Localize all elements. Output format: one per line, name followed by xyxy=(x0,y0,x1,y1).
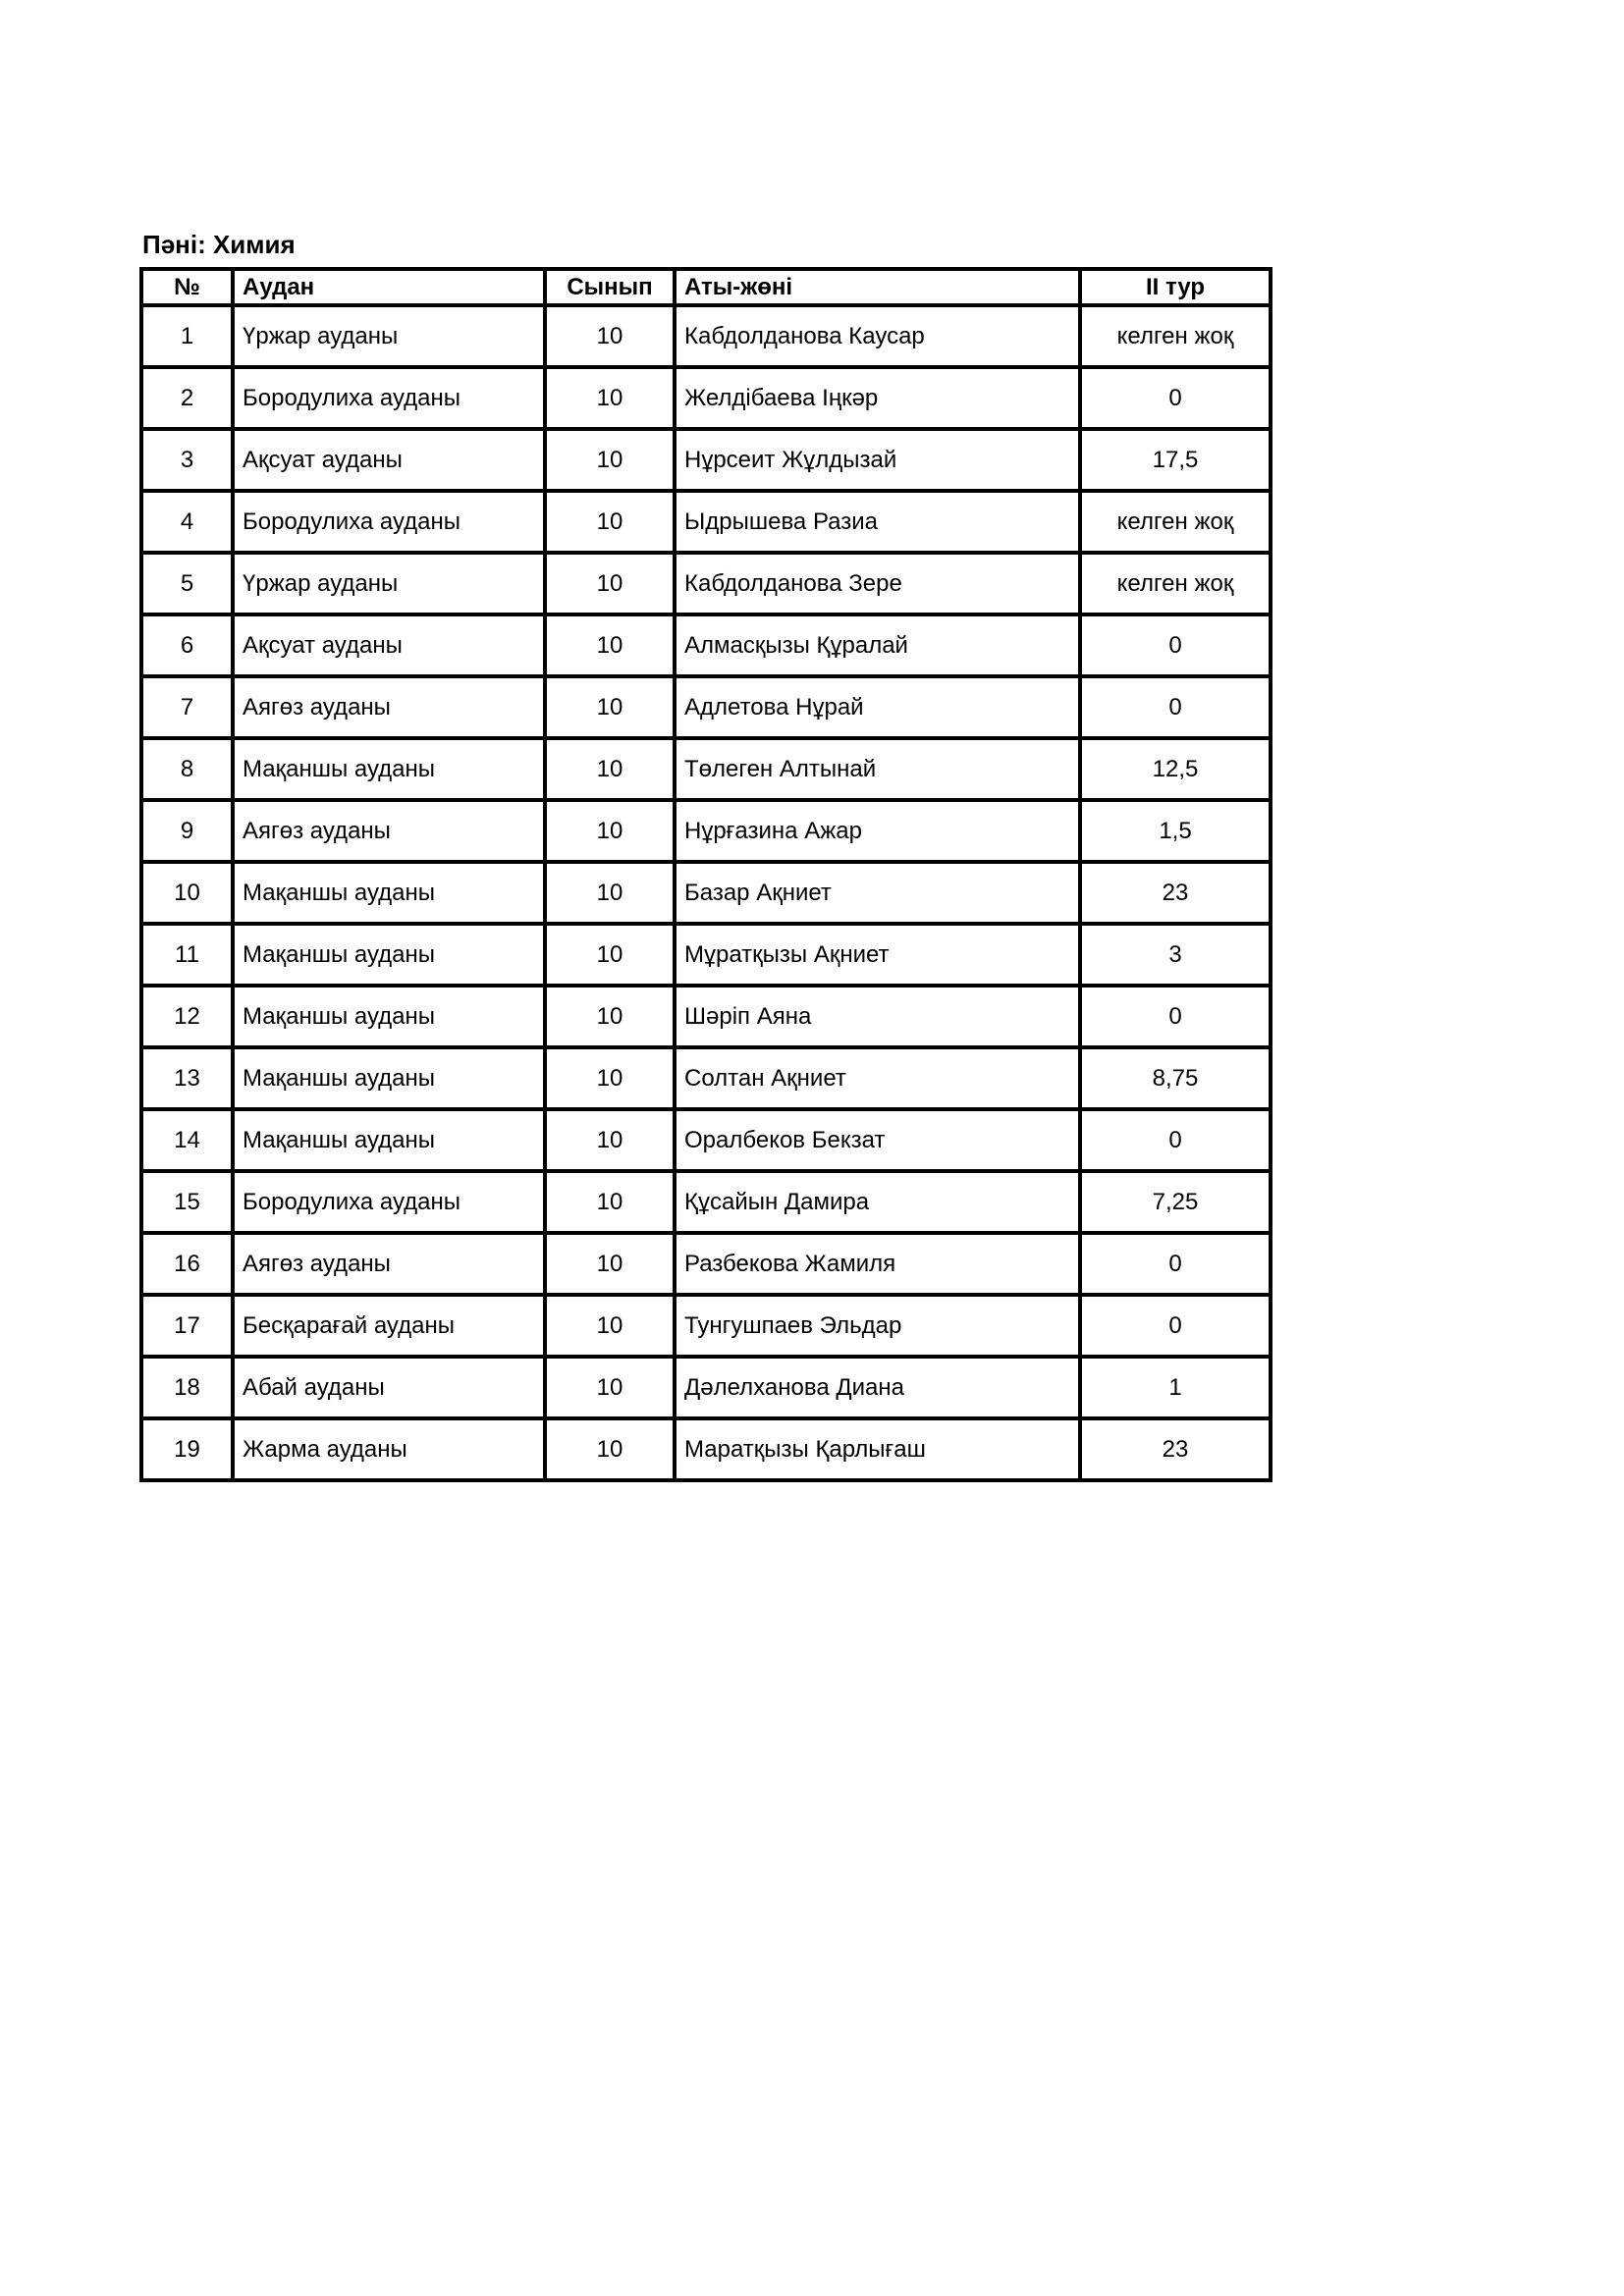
cell-name: Нұрсеит Жұлдызай xyxy=(675,429,1080,491)
cell-number: 13 xyxy=(141,1047,233,1109)
cell-district: Аягөз ауданы xyxy=(233,800,545,862)
cell-number: 19 xyxy=(141,1418,233,1480)
cell-class: 10 xyxy=(545,553,675,614)
cell-name: Төлеген Алтынай xyxy=(675,738,1080,800)
cell-class: 10 xyxy=(545,1418,675,1480)
table-row xyxy=(141,800,1271,862)
header-name: Аты-жөні xyxy=(675,269,1080,305)
table-row xyxy=(141,862,1271,924)
table-row xyxy=(141,429,1271,491)
cell-score: 0 xyxy=(1080,986,1271,1047)
table-row xyxy=(141,676,1271,738)
cell-district: Үржар ауданы xyxy=(233,305,545,367)
cell-district: Мақаншы ауданы xyxy=(233,1109,545,1171)
cell-score: 0 xyxy=(1080,1109,1271,1171)
table-row xyxy=(141,1233,1271,1295)
cell-score: келген жоқ xyxy=(1080,553,1271,614)
table-row xyxy=(141,1109,1271,1171)
cell-score: келген жоқ xyxy=(1080,491,1271,553)
cell-class: 10 xyxy=(545,1047,675,1109)
cell-class: 10 xyxy=(545,1171,675,1233)
subject-line: Пәні: Химия xyxy=(142,230,296,259)
cell-district: Мақаншы ауданы xyxy=(233,924,545,986)
cell-district: Бородулиха ауданы xyxy=(233,1171,545,1233)
cell-name: Солтан Ақниет xyxy=(675,1047,1080,1109)
cell-score: 0 xyxy=(1080,367,1271,429)
header-class: Сынып xyxy=(545,269,675,305)
cell-name: Желдібаева Іңкәр xyxy=(675,367,1080,429)
cell-number: 9 xyxy=(141,800,233,862)
cell-score: 3 xyxy=(1080,924,1271,986)
cell-class: 10 xyxy=(545,491,675,553)
table-row xyxy=(141,1357,1271,1418)
cell-number: 18 xyxy=(141,1357,233,1418)
table-row xyxy=(141,986,1271,1047)
cell-district: Бородулиха ауданы xyxy=(233,491,545,553)
cell-name: Алмасқызы Құралай xyxy=(675,614,1080,676)
cell-class: 10 xyxy=(545,924,675,986)
cell-class: 10 xyxy=(545,800,675,862)
cell-name: Тунгушпаев Эльдар xyxy=(675,1295,1080,1357)
cell-district: Жарма ауданы xyxy=(233,1418,545,1480)
cell-name: Шәріп Аяна xyxy=(675,986,1080,1047)
cell-district: Бородулиха ауданы xyxy=(233,367,545,429)
cell-class: 10 xyxy=(545,1295,675,1357)
cell-district: Абай ауданы xyxy=(233,1357,545,1418)
cell-class: 10 xyxy=(545,614,675,676)
table-row xyxy=(141,738,1271,800)
cell-class: 10 xyxy=(545,738,675,800)
cell-score: 23 xyxy=(1080,1418,1271,1480)
table-row xyxy=(141,614,1271,676)
cell-score: 17,5 xyxy=(1080,429,1271,491)
cell-score: 7,25 xyxy=(1080,1171,1271,1233)
cell-class: 10 xyxy=(545,367,675,429)
table-row xyxy=(141,305,1271,367)
cell-number: 15 xyxy=(141,1171,233,1233)
cell-district: Мақаншы ауданы xyxy=(233,1047,545,1109)
cell-district: Аягөз ауданы xyxy=(233,1233,545,1295)
cell-number: 8 xyxy=(141,738,233,800)
cell-district: Мақаншы ауданы xyxy=(233,986,545,1047)
cell-district: Аягөз ауданы xyxy=(233,676,545,738)
cell-class: 10 xyxy=(545,1233,675,1295)
cell-name: Оралбеков Бекзат xyxy=(675,1109,1080,1171)
cell-score: 0 xyxy=(1080,1233,1271,1295)
cell-name: Адлетова Нұрай xyxy=(675,676,1080,738)
cell-score: 1 xyxy=(1080,1357,1271,1418)
cell-number: 6 xyxy=(141,614,233,676)
cell-score: 8,75 xyxy=(1080,1047,1271,1109)
cell-district: Ақсуат ауданы xyxy=(233,429,545,491)
cell-class: 10 xyxy=(545,1109,675,1171)
table-row xyxy=(141,367,1271,429)
table-row xyxy=(141,1171,1271,1233)
cell-district: Мақаншы ауданы xyxy=(233,738,545,800)
table-row xyxy=(141,1418,1271,1480)
cell-name: Дәлелханова Диана xyxy=(675,1357,1080,1418)
cell-number: 10 xyxy=(141,862,233,924)
cell-class: 10 xyxy=(545,676,675,738)
cell-name: Мұратқызы Ақниет xyxy=(675,924,1080,986)
cell-number: 2 xyxy=(141,367,233,429)
cell-class: 10 xyxy=(545,305,675,367)
cell-district: Бесқарағай ауданы xyxy=(233,1295,545,1357)
cell-number: 16 xyxy=(141,1233,233,1295)
cell-name: Құсайын Дамира xyxy=(675,1171,1080,1233)
cell-name: Разбекова Жамиля xyxy=(675,1233,1080,1295)
results-table xyxy=(139,267,1272,1482)
table-row xyxy=(141,491,1271,553)
cell-district: Мақаншы ауданы xyxy=(233,862,545,924)
header-round2: II тур xyxy=(1080,269,1271,305)
cell-name: Кабдолданова Зере xyxy=(675,553,1080,614)
cell-number: 5 xyxy=(141,553,233,614)
cell-number: 7 xyxy=(141,676,233,738)
table-row xyxy=(141,1295,1271,1357)
cell-score: 0 xyxy=(1080,676,1271,738)
cell-district: Ақсуат ауданы xyxy=(233,614,545,676)
cell-number: 3 xyxy=(141,429,233,491)
cell-number: 11 xyxy=(141,924,233,986)
cell-score: келген жоқ xyxy=(1080,305,1271,367)
cell-name: Базар Ақниет xyxy=(675,862,1080,924)
cell-class: 10 xyxy=(545,1357,675,1418)
cell-score: 23 xyxy=(1080,862,1271,924)
cell-name: Кабдолданова Каусар xyxy=(675,305,1080,367)
table-row xyxy=(141,1047,1271,1109)
cell-score: 0 xyxy=(1080,614,1271,676)
header-row xyxy=(141,269,1271,305)
cell-name: Нұрғазина Ажар xyxy=(675,800,1080,862)
cell-score: 0 xyxy=(1080,1295,1271,1357)
header-district: Аудан xyxy=(233,269,545,305)
cell-number: 1 xyxy=(141,305,233,367)
cell-number: 12 xyxy=(141,986,233,1047)
table-row xyxy=(141,553,1271,614)
cell-name: Маратқызы Қарлығаш xyxy=(675,1418,1080,1480)
table-row xyxy=(141,924,1271,986)
cell-number: 14 xyxy=(141,1109,233,1171)
header-number: № xyxy=(141,269,233,305)
cell-score: 12,5 xyxy=(1080,738,1271,800)
cell-number: 4 xyxy=(141,491,233,553)
cell-number: 17 xyxy=(141,1295,233,1357)
cell-district: Үржар ауданы xyxy=(233,553,545,614)
cell-score: 1,5 xyxy=(1080,800,1271,862)
cell-class: 10 xyxy=(545,429,675,491)
cell-class: 10 xyxy=(545,986,675,1047)
cell-class: 10 xyxy=(545,862,675,924)
cell-name: Ыдрышева Разиа xyxy=(675,491,1080,553)
